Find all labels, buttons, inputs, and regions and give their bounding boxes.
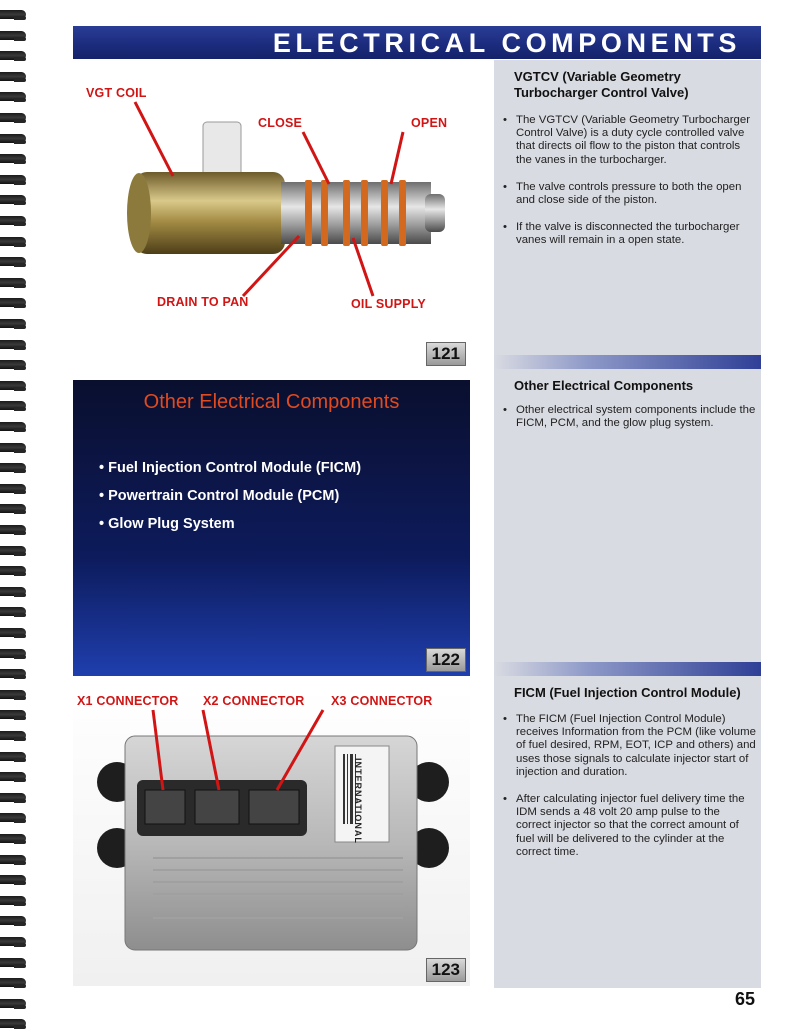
binding-ring	[0, 958, 26, 967]
binding-ring	[0, 546, 26, 555]
binding-ring	[0, 10, 26, 19]
label-drain-to-pan: DRAIN TO PAN	[157, 295, 249, 309]
binding-ring	[0, 896, 26, 905]
binding-ring	[0, 772, 26, 781]
binding-ring	[0, 443, 26, 452]
binding-ring	[0, 916, 26, 925]
spiral-binding	[0, 0, 30, 1028]
binding-ring	[0, 319, 26, 328]
bullet-item: • The FICM (Fuel Injection Control Module) receives Information from the PCM (like volume of fuel desired, RPM, EOT, ICP and others) and uses those signals to calculate injector start of injection and duration.	[503, 713, 757, 779]
binding-ring	[0, 731, 26, 740]
binding-ring	[0, 999, 26, 1008]
slide-number: 123	[426, 958, 466, 982]
binding-ring	[0, 566, 26, 575]
binding-ring	[0, 834, 26, 843]
binding-ring	[0, 237, 26, 246]
binding-ring	[0, 875, 26, 884]
slide-bullet: • Fuel Injection Control Module (FICM)	[99, 460, 362, 476]
slide-vgtcv	[73, 60, 470, 370]
label-open: OPEN	[411, 116, 448, 130]
vgtcv-bullets	[503, 114, 757, 262]
slide-number: 121	[426, 342, 466, 366]
section-header-bar	[73, 26, 761, 59]
binding-ring	[0, 113, 26, 122]
binding-ring	[0, 649, 26, 658]
brand-label: INTERNATIONAL	[353, 758, 363, 844]
bullet-item: • The VGTCV (Variable Geometry Turbocharger Control Valve) is a duty cycle controlled valve that directs oil flow to the piston that controls the vanes in the turbocharger.	[503, 114, 757, 167]
binding-ring	[0, 340, 26, 349]
binding-ring	[0, 813, 26, 822]
label-oil-supply: OIL SUPPLY	[351, 297, 426, 311]
section-separator	[494, 662, 761, 676]
slide-ficm	[73, 688, 470, 986]
slide-other-components	[73, 380, 470, 676]
binding-ring	[0, 793, 26, 802]
section-title-ficm: FICM (Fuel Injection Control Module)	[514, 685, 741, 700]
section-separator	[494, 355, 761, 369]
vgt-valve-image	[73, 60, 470, 370]
binding-ring	[0, 278, 26, 287]
section-title-vgtcv: VGTCV (Variable Geometry Turbocharger Control Valve)	[514, 69, 689, 100]
binding-ring	[0, 690, 26, 699]
binding-ring	[0, 855, 26, 864]
binding-ring	[0, 360, 26, 369]
label-x1-connector: X1 CONNECTOR	[77, 694, 179, 708]
binding-ring	[0, 463, 26, 472]
binding-ring	[0, 92, 26, 101]
binding-ring	[0, 587, 26, 596]
binding-ring	[0, 175, 26, 184]
slide-bullet-list	[99, 454, 361, 538]
binding-ring	[0, 978, 26, 987]
ficm-module-image	[73, 688, 470, 986]
binding-ring	[0, 72, 26, 81]
bullet-item: • After calculating injector fuel delivery time the IDM sends a 48 volt 20 amp pulse to the correct injector so that the correct amount of fuel will be delivered to the cylinder at the correct time.	[503, 793, 757, 859]
bullet-item: • The valve controls pressure to both the open and close side of the piston.	[503, 181, 757, 207]
binding-ring	[0, 525, 26, 534]
bullet-item: • Other electrical system components include the FICM, PCM, and the glow plug system.	[503, 404, 757, 430]
bullet-item: • If the valve is disconnected the turbocharger vanes will remain in a open state.	[503, 221, 757, 247]
label-x2-connector: X2 CONNECTOR	[203, 694, 305, 708]
other-bullets	[503, 404, 757, 444]
binding-ring	[0, 1019, 26, 1028]
binding-ring	[0, 51, 26, 60]
binding-ring	[0, 31, 26, 40]
binding-ring	[0, 195, 26, 204]
label-vgt-coil: VGT COIL	[86, 86, 147, 100]
ficm-bullets	[503, 713, 757, 873]
binding-ring	[0, 937, 26, 946]
label-close: CLOSE	[258, 116, 303, 130]
binding-ring	[0, 752, 26, 761]
binding-ring	[0, 607, 26, 616]
slide-bullet: • Glow Plug System	[99, 516, 235, 532]
slide-title: Other Electrical Components	[143, 391, 400, 413]
binding-ring	[0, 216, 26, 225]
slide-number: 122	[426, 648, 466, 672]
page-number: 65	[734, 989, 755, 1009]
binding-ring	[0, 669, 26, 678]
page-title: ELECTRICAL COMPONENTS	[272, 28, 741, 58]
binding-ring	[0, 154, 26, 163]
binding-ring	[0, 134, 26, 143]
binding-ring	[0, 484, 26, 493]
binding-ring	[0, 381, 26, 390]
binding-ring	[0, 710, 26, 719]
binding-ring	[0, 422, 26, 431]
binding-ring	[0, 628, 26, 637]
slide-bullet: • Powertrain Control Module (PCM)	[99, 488, 340, 504]
binding-ring	[0, 401, 26, 410]
binding-ring	[0, 504, 26, 513]
label-x3-connector: X3 CONNECTOR	[331, 694, 433, 708]
section-title-other: Other Electrical Components	[514, 378, 694, 393]
binding-ring	[0, 298, 26, 307]
binding-ring	[0, 257, 26, 266]
